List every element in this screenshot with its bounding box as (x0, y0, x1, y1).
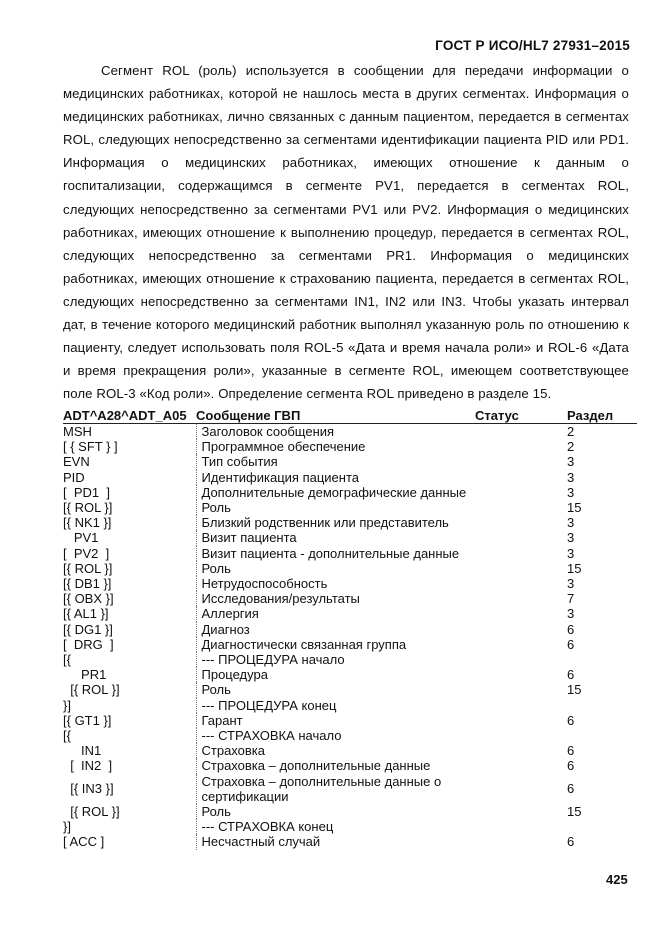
message-structure-table (63, 406, 637, 850)
description-cell: Визит пациента - дополнительные данные (196, 546, 475, 561)
status-cell (475, 500, 567, 515)
segment-cell: [{ DB1 }] (63, 576, 112, 592)
segment-cell: [{ ROL }] (63, 682, 120, 698)
description-cell: --- СТРАХОВКА начало (196, 728, 475, 743)
status-cell (475, 667, 567, 682)
description-cell: Аллергия (196, 606, 475, 621)
table-row (63, 667, 637, 682)
table-row (63, 637, 637, 652)
description-cell: Нетрудоспособность (196, 576, 475, 591)
table-row (63, 424, 637, 440)
description-cell: Исследования/результаты (196, 591, 475, 606)
table-row (63, 485, 637, 500)
section-cell: 15 (567, 804, 582, 820)
status-cell (475, 774, 567, 804)
segment-cell: [{ (63, 652, 71, 668)
description-cell: Роль (196, 561, 475, 576)
description-cell: Страховка – дополнительные данные (196, 758, 475, 773)
description-cell: Заголовок сообщения (196, 424, 475, 440)
section-cell (567, 728, 637, 743)
segment-cell: [{ DG1 }] (63, 621, 113, 637)
section-cell: 3 (567, 545, 575, 561)
status-cell (475, 561, 567, 576)
status-cell (475, 834, 567, 849)
segment-cell: PR1 (63, 667, 107, 683)
section-cell: 6 (567, 667, 575, 683)
section-cell: 15 (567, 500, 582, 516)
body-paragraph: Сегмент ROL (роль) используется в сообщении для передачи информации о медицинских работниках, которой не нашлось места в других сегментах. Информация о медицинских работниках, лично связанных с данным пациентом, передается в сегментах ROL, следующих непосредственно за сегментами идентификации пациента PID или PD1. Информация о медицинских работниках, имеющих отношение к данным о госпитализации, содержащимся в сегменте PV1, передается в сегментах ROL, следующих непосредственно за сегментами PV1 или PV2. Информация о медицинских работниках, имеющих отношение к выполнению процедур, передается в сегментах ROL, следующих непосредственно за сегментами PR1. Информация о медицинских работниках, имеющих отношение к страхованию пациента, передается в сегментах ROL, следующих непосредственно за сегментами IN1, IN2 или IN3. Чтобы указать интервал дат, в течение которого медицинский работник выполнял указанную роль по отношению к пациенту, следует использовать поля ROL-5 «Дата и время начала роли» и ROL-6 «Дата и время прекращения роли», указанные в сегменте ROL, имеющем соответствующее поле ROL-3 «Код роли». Определение сегмента ROL приведено в разделе 15. (63, 63, 629, 402)
status-cell (475, 758, 567, 773)
section-cell: 6 (567, 758, 575, 774)
segment-cell: [{ ROL }] (63, 804, 120, 820)
status-cell (475, 728, 567, 743)
section-cell: 6 (567, 621, 575, 637)
segment-cell: [{ (63, 728, 71, 744)
status-cell (475, 454, 567, 469)
status-cell (475, 424, 567, 440)
table-row (63, 530, 637, 545)
header-status: Статус (475, 406, 567, 424)
section-cell: 6 (567, 781, 575, 797)
table-row (63, 561, 637, 576)
status-cell (475, 530, 567, 545)
table-row (63, 470, 637, 485)
segment-cell: [ IN2 ] (63, 758, 113, 774)
table-body (63, 424, 637, 850)
status-cell (475, 713, 567, 728)
segment-cell: [{ IN3 }] (63, 781, 114, 797)
segment-cell: }] (63, 819, 71, 835)
segment-cell: PID (63, 469, 85, 485)
status-cell (475, 515, 567, 530)
segment-cell: IN1 (63, 743, 102, 759)
section-cell: 3 (567, 469, 575, 485)
description-cell: Идентификация пациента (196, 470, 475, 485)
table-row (63, 591, 637, 606)
table-row (63, 728, 637, 743)
segment-cell: MSH (63, 424, 92, 439)
status-cell (475, 652, 567, 667)
status-cell (475, 637, 567, 652)
description-cell: Диагностически связанная группа (196, 637, 475, 652)
table-row (63, 819, 637, 834)
header-segment: ADT^A28^ADT_A05 (63, 406, 196, 424)
table-header-row (63, 406, 637, 424)
section-cell: 6 (567, 636, 575, 652)
description-cell: Роль (196, 682, 475, 697)
segment-cell: [{ ROL }] (63, 500, 113, 516)
description-cell: Роль (196, 500, 475, 515)
table-row (63, 500, 637, 515)
section-cell: 3 (567, 576, 575, 592)
segment-cell: [ PD1 ] (63, 484, 110, 500)
table-row (63, 454, 637, 469)
status-cell (475, 606, 567, 621)
status-cell (475, 485, 567, 500)
segment-cell: [{ AL1 }] (63, 606, 109, 622)
section-cell: 6 (567, 834, 575, 850)
segment-cell: [ PV2 ] (63, 545, 110, 561)
section-cell (567, 698, 637, 713)
status-cell (475, 576, 567, 591)
status-cell (475, 804, 567, 819)
segment-cell: PV1 (63, 530, 99, 546)
table-row (63, 546, 637, 561)
section-cell: 3 (567, 606, 575, 622)
section-cell: 2 (567, 439, 575, 455)
table-row (63, 682, 637, 697)
segment-cell: [{ OBX }] (63, 591, 114, 607)
section-cell: 3 (567, 454, 575, 470)
table-row (63, 804, 637, 819)
table-row (63, 698, 637, 713)
description-cell: Процедура (196, 667, 475, 682)
section-cell: 7 (567, 591, 575, 607)
status-cell (475, 546, 567, 561)
description-cell: --- СТРАХОВКА конец (196, 819, 475, 834)
section-cell: 2 (567, 424, 575, 439)
section-cell: 3 (567, 530, 575, 546)
status-cell (475, 591, 567, 606)
description-cell: Близкий родственник или представитель (196, 515, 475, 530)
section-cell (567, 652, 637, 667)
segment-cell: EVN (63, 454, 90, 470)
description-cell: Гарант (196, 713, 475, 728)
description-cell: Роль (196, 804, 475, 819)
page-header: ГОСТ Р ИСО/HL7 27931–2015 (435, 38, 630, 53)
status-cell (475, 819, 567, 834)
description-cell: --- ПРОЦЕДУРА начало (196, 652, 475, 667)
description-cell: Диагноз (196, 622, 475, 637)
segment-cell: [ DRG ] (63, 636, 114, 652)
segment-cell: [{ GT1 }] (63, 712, 112, 728)
header-message: Сообщение ГВП (196, 406, 475, 424)
section-cell (567, 819, 637, 834)
section-cell: 6 (567, 712, 575, 728)
table-row (63, 622, 637, 637)
status-cell (475, 470, 567, 485)
table-row (63, 743, 637, 758)
section-cell: 3 (567, 484, 575, 500)
description-cell: Несчастный случай (196, 834, 475, 849)
status-cell (475, 682, 567, 697)
table-row (63, 606, 637, 621)
section-cell: 15 (567, 682, 582, 698)
status-cell (475, 439, 567, 454)
status-cell (475, 743, 567, 758)
table-row (63, 439, 637, 454)
description-cell: Страховка (196, 743, 475, 758)
table-row (63, 758, 637, 773)
header-section: Раздел (567, 406, 637, 424)
page-number: 425 (606, 872, 628, 887)
status-cell (475, 622, 567, 637)
table-row (63, 515, 637, 530)
description-cell: --- ПРОЦЕДУРА конец (196, 698, 475, 713)
section-cell: 3 (567, 515, 575, 531)
segment-cell: [ ACC ] (63, 834, 105, 850)
table-row (63, 652, 637, 667)
description-cell: Программное обеспечение (196, 439, 475, 454)
description-cell: Дополнительные демографические данные (196, 485, 475, 500)
description-cell: Страховка – дополнительные данные о сертификации (196, 774, 475, 804)
segment-cell: [{ ROL }] (63, 560, 113, 576)
description-cell: Визит пациента (196, 530, 475, 545)
table-row (63, 713, 637, 728)
segment-cell: [{ NK1 }] (63, 515, 112, 531)
table-row (63, 834, 637, 849)
segment-cell: }] (63, 697, 71, 713)
section-cell: 15 (567, 560, 582, 576)
description-cell: Тип события (196, 454, 475, 469)
status-cell (475, 698, 567, 713)
table-row (63, 774, 637, 804)
table-row (63, 576, 637, 591)
segment-cell: [ { SFT } ] (63, 439, 118, 455)
section-cell: 6 (567, 743, 575, 759)
